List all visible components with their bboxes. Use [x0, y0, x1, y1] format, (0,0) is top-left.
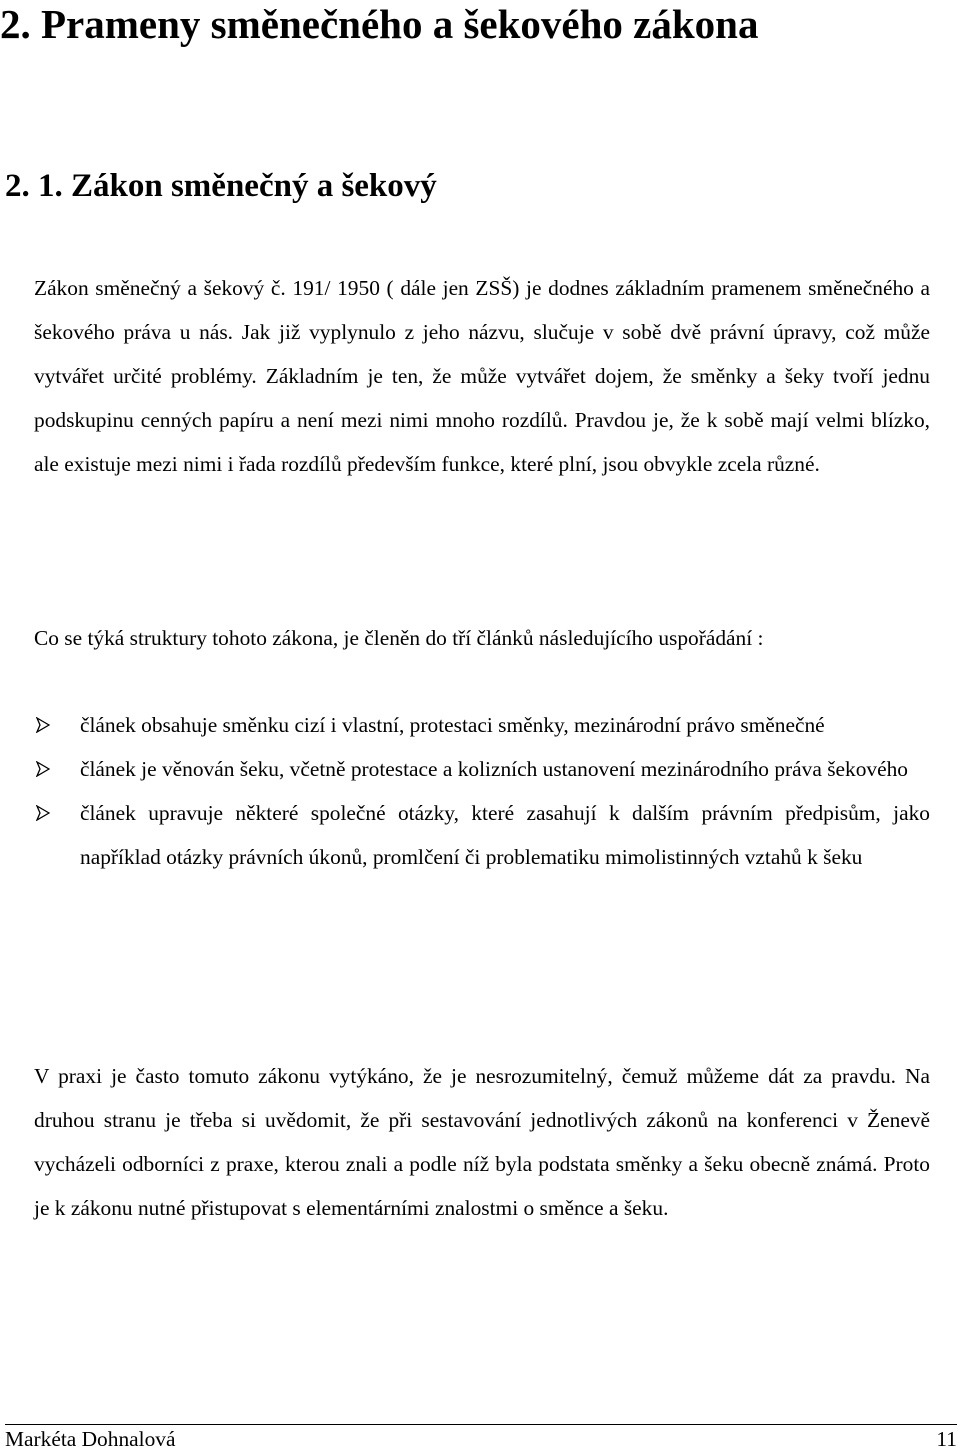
- list-item: [34, 747, 930, 791]
- arrowhead-bullet-icon: [36, 717, 50, 733]
- list-item: [34, 791, 930, 879]
- arrowhead-bullet-icon: [36, 761, 50, 777]
- arrowhead-bullet-icon: [36, 805, 50, 821]
- section-heading: 2. 1. Zákon směnečný a šekový: [5, 168, 437, 204]
- page-footer: [5, 1424, 957, 1451]
- list-item-text: článek obsahuje směnku cizí i vlastní, protestaci směnky, mezinárodní právo směnečné: [80, 713, 825, 737]
- list-item-text: článek je věnován šeku, včetně protestace a kolizních ustanovení mezinárodního práva šekového: [80, 757, 908, 781]
- list-item-text: článek upravuje některé společné otázky, které zasahují k dalším právním předpisům, jako například otázky právních úkonů, promlčení či problematiku mimolistinných vztahů k šeku: [80, 801, 930, 869]
- chapter-heading: 2. Prameny směnečného a šekového zákona: [0, 1, 759, 47]
- footer-author: Markéta Dohnalová: [5, 1427, 176, 1451]
- list-item: [34, 703, 930, 747]
- intro-paragraph: Zákon směnečný a šekový č. 191/ 1950 ( dále jen ZSŠ) je dodnes základním pramenem směnečného a šekového práva u nás. Jak již vyplynulo z jeho názvu, slučuje v sobě dvě právní úpravy, což může vytvářet určité problémy. Základním je ten, že může vytvářet dojem, že směnky a šeky tvoří jednu podskupinu cenných papíru a není mezi nimi mnoho rozdílů. Pravdou je, že k sobě mají velmi blízko, ale existuje mezi nimi i řada rozdílů především funkce, které plní, jsou obvykle zcela různé.: [34, 276, 930, 476]
- page-number: 11: [936, 1427, 957, 1451]
- conclusion-paragraph: V praxi je často tomuto zákonu vytýkáno, že je nesrozumitelný, čemuž můžeme dát za pravdu. Na druhou stranu je třeba si uvědomit, že při sestavování jednotlivých zákonů na konferenci v Ženevě vycházeli odborníci z praxe, kterou znali a podle níž byla podstata směnky a šeku obecně známá. Proto je k zákonu nutné přistupovat s elementárními znalostmi o směnce a šeku.: [34, 1064, 930, 1220]
- structure-paragraph: Co se týká struktury tohoto zákona, je členěn do tří článků následujícího uspořádání :: [34, 626, 764, 650]
- articles-list: [34, 703, 930, 879]
